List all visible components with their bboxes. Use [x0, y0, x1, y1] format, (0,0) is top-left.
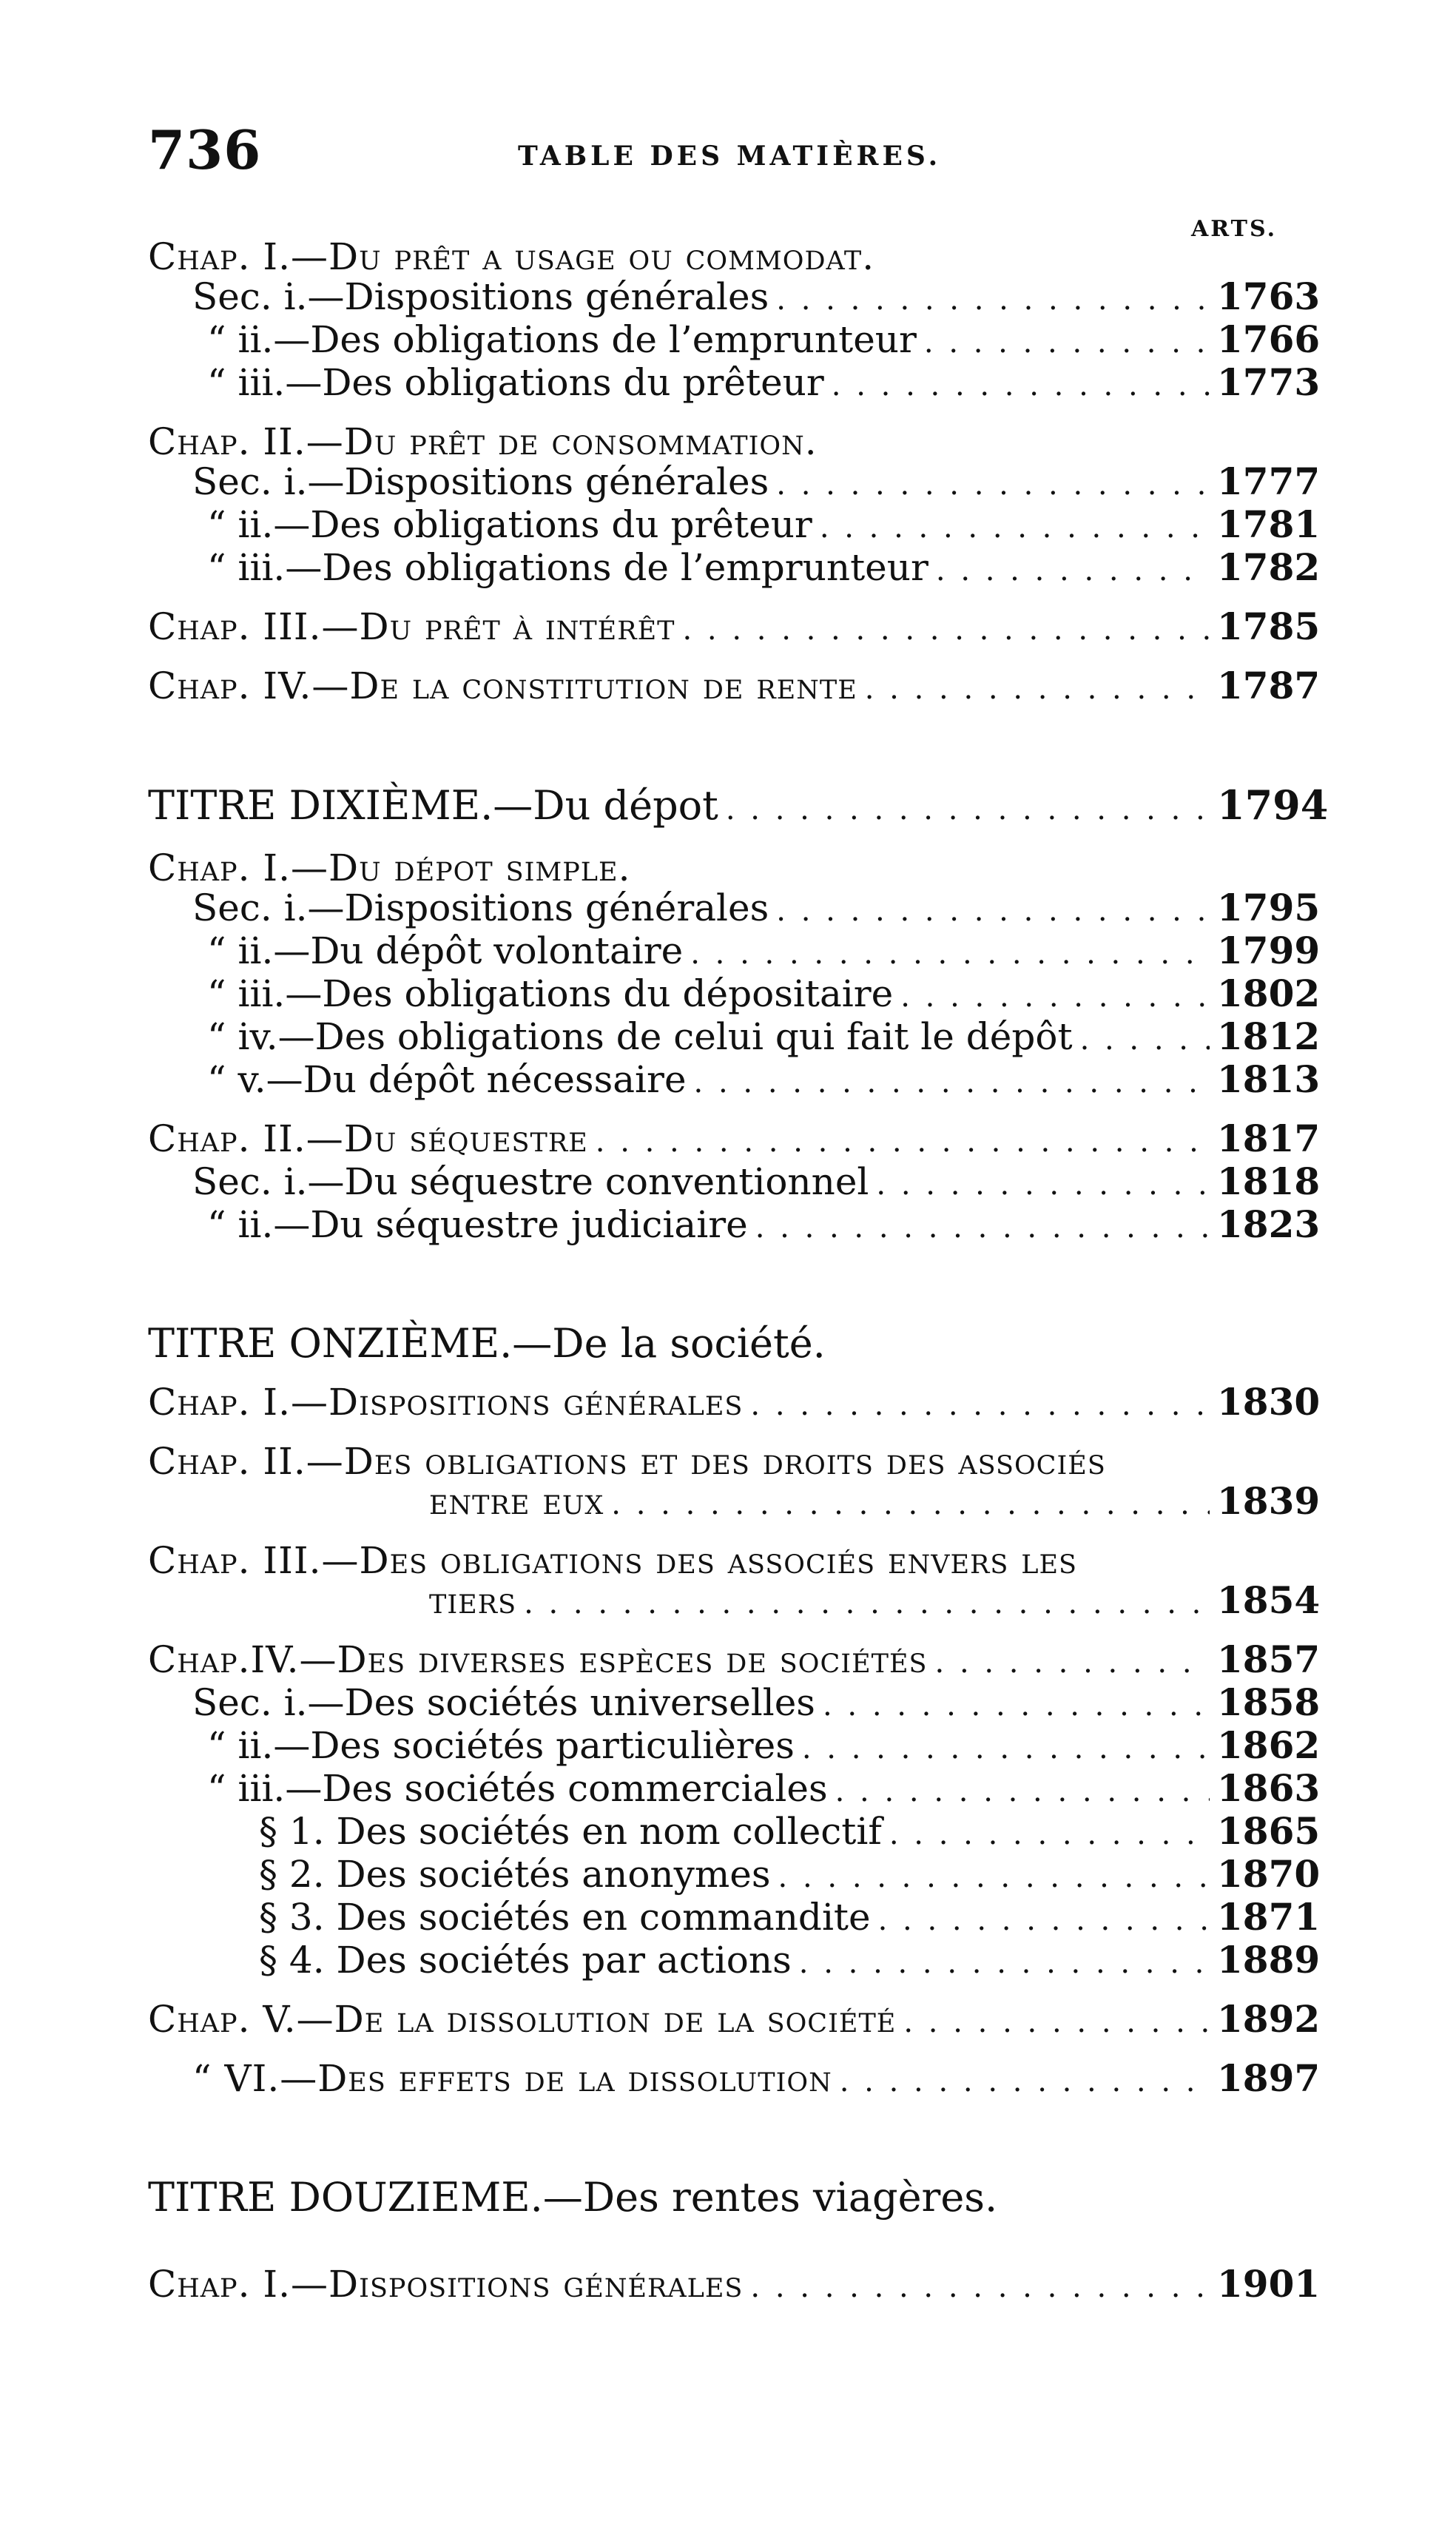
spacer — [148, 1103, 1298, 1119]
dot-leader — [694, 1063, 1210, 1103]
toc-entry-label: “ ii.—Du dépôt volontaire — [207, 929, 684, 972]
toc-entry-label: Sec. i.—Dispositions générales — [192, 275, 769, 318]
spacer — [148, 405, 1298, 422]
article-number: 1865 — [1217, 1809, 1321, 1853]
toc-entry-chapter — [148, 664, 1321, 709]
dot-leader — [750, 2267, 1210, 2307]
dot-leader — [755, 1208, 1210, 1248]
toc-entry-label: Chap. III.—Du prêt à intérêt — [148, 605, 675, 648]
toc-entry-chapter — [148, 848, 1298, 888]
article-number: 1782 — [1217, 545, 1321, 589]
toc-entry-titre — [148, 1322, 1298, 1366]
toc-entry-chapter — [148, 422, 1298, 462]
toc-entry-chapter — [148, 605, 1321, 650]
toc-entry-chapter — [148, 1117, 1321, 1162]
dot-leader — [802, 1729, 1210, 1768]
toc-entry-label: “ iii.—Des obligations du prêteur — [207, 361, 824, 404]
article-number: 1839 — [1217, 1479, 1321, 1523]
spacer — [148, 1524, 1298, 1541]
article-number: 1830 — [1217, 1380, 1321, 1424]
toc-entry-section — [148, 929, 1321, 974]
toc-entry-label: Chap. I.—Dispositions générales — [148, 2263, 744, 2306]
dot-leader — [690, 934, 1210, 974]
dot-leader — [776, 465, 1210, 505]
dot-leader — [524, 1583, 1210, 1623]
toc-entry-section — [148, 360, 1321, 405]
toc-entry-label: Chap. I.—Du dépot simple. — [148, 846, 631, 889]
toc-entry-label: “ v.—Du dépôt nécessaire — [207, 1058, 687, 1101]
article-number: 1901 — [1217, 2262, 1321, 2306]
toc-entry-chapter — [148, 2262, 1321, 2307]
toc-entry-section — [148, 460, 1321, 505]
article-number: 1763 — [1217, 275, 1321, 318]
article-number: 1817 — [1217, 1117, 1321, 1160]
toc-entry-label: § 3. Des sociétés en commandite — [259, 1896, 871, 1939]
article-number: 1889 — [1217, 1938, 1321, 1982]
article-number: 1795 — [1217, 886, 1321, 929]
dot-leader — [865, 669, 1210, 709]
toc-entry-paragraph — [148, 1895, 1321, 1940]
spacer — [148, 832, 1298, 848]
dot-leader — [820, 508, 1210, 548]
toc-entry-label: TITRE ONZIÈME.—De la société. — [148, 1320, 826, 1367]
dot-leader — [682, 610, 1210, 650]
article-number: 1858 — [1217, 1680, 1321, 1724]
toc-entry-chapter — [148, 1997, 1321, 2042]
spacer — [148, 2220, 1298, 2264]
toc-entry-continuation — [148, 1479, 1321, 1524]
toc-entry-titre — [148, 781, 1329, 832]
dot-leader — [900, 977, 1210, 1017]
spacer — [148, 2042, 1298, 2059]
article-number: 1794 — [1217, 781, 1329, 829]
toc-entry-section — [148, 317, 1321, 363]
toc-entry-label: Chap. I.—Dispositions générales — [148, 1381, 744, 1424]
toc-entry-section — [148, 1202, 1321, 1248]
toc-entry-continuation — [148, 1578, 1321, 1623]
spacer — [148, 1248, 1298, 1322]
toc-entry-paragraph — [148, 1938, 1321, 1983]
dot-leader — [924, 323, 1210, 363]
toc-entry-label: entre eux — [429, 1480, 604, 1523]
article-number: 1812 — [1217, 1014, 1321, 1058]
dot-leader — [876, 1165, 1210, 1205]
dot-leader — [936, 551, 1210, 590]
toc-entry-label: Sec. i.—Des sociétés universelles — [192, 1681, 815, 1724]
articles-column-label: ARTS. — [1191, 216, 1278, 242]
toc-entry-label: § 2. Des sociétés anonymes — [259, 1853, 771, 1896]
toc-entry-label: Sec. i.—Du séquestre conventionnel — [192, 1160, 869, 1203]
toc-entry-label: TITRE DOUZIEME.—Des rentes viagères. — [148, 2174, 998, 2221]
dot-leader — [835, 1771, 1210, 1811]
toc-entry-label: “ iii.—Des obligations de l’emprunteur — [207, 546, 928, 589]
dot-leader — [823, 1686, 1210, 1726]
toc-entry-chapter — [148, 237, 1298, 277]
toc-entry-paragraph — [148, 1852, 1321, 1897]
toc-entry-label: “ iii.—Des sociétés commerciales — [207, 1767, 828, 1810]
dot-leader — [750, 1385, 1210, 1425]
article-number: 1857 — [1217, 1637, 1321, 1681]
table-of-contents — [148, 235, 1329, 2307]
article-number: 1863 — [1217, 1766, 1321, 1810]
article-number: 1854 — [1217, 1578, 1321, 1622]
toc-entry-label: § 4. Des sociétés par actions — [259, 1939, 792, 1982]
article-number: 1773 — [1217, 360, 1321, 404]
toc-entry-label: “ iv.—Des obligations de celui qui fait le dépôt — [207, 1015, 1073, 1058]
toc-entry-chapter — [148, 1541, 1298, 1581]
dot-leader — [878, 1900, 1210, 1940]
toc-entry-label: Sec. i.—Dispositions générales — [192, 460, 769, 503]
article-number: 1802 — [1217, 972, 1321, 1015]
toc-entry-label: “ ii.—Des obligations de l’emprunteur — [207, 318, 917, 361]
toc-entry-section — [148, 275, 1321, 320]
toc-entry-section — [148, 1723, 1321, 1768]
toc-entry-label: Chap.IV.—Des diverses espèces de sociétés — [148, 1638, 928, 1681]
spacer — [148, 1366, 1298, 1382]
toc-entry-section — [148, 545, 1321, 590]
toc-entry-section — [148, 1014, 1321, 1060]
toc-entry-chapter — [148, 2056, 1321, 2101]
toc-entry-label: Chap. III.—Des obligations des associés envers les — [148, 1539, 1078, 1582]
toc-entry-section — [148, 1680, 1321, 1726]
article-number: 1781 — [1217, 502, 1321, 546]
toc-entry-label: Chap. II.—Du prêt de consommation. — [148, 420, 818, 463]
article-number: 1897 — [1217, 2056, 1321, 2100]
article-number: 1766 — [1217, 317, 1321, 361]
toc-entry-section — [148, 1057, 1321, 1103]
spacer — [148, 1425, 1298, 1441]
toc-entry-label: “ ii.—Des sociétés particulières — [207, 1724, 795, 1767]
toc-entry-label: Chap. V.—De la dissolution de la société — [148, 1998, 897, 2041]
toc-entry-chapter — [148, 1380, 1321, 1425]
spacer — [148, 650, 1298, 666]
article-number: 1870 — [1217, 1852, 1321, 1896]
dot-leader — [776, 280, 1210, 320]
article-number: 1777 — [1217, 460, 1321, 503]
dot-leader — [778, 1857, 1210, 1897]
dot-leader — [889, 1814, 1210, 1854]
toc-entry-chapter — [148, 1637, 1321, 1683]
page-header — [148, 118, 1302, 192]
toc-entry-label: Chap. I.—Du prêt a usage ou commodat. — [148, 235, 875, 278]
article-number: 1818 — [1217, 1159, 1321, 1203]
article-number: 1871 — [1217, 1895, 1321, 1939]
dot-leader — [596, 1122, 1210, 1162]
toc-entry-label: Chap. II.—Du séquestre — [148, 1117, 588, 1160]
dot-leader — [832, 366, 1210, 405]
dot-leader — [799, 1943, 1210, 1983]
article-number: 1823 — [1217, 1202, 1321, 1246]
toc-entry-label: TITRE DIXIÈME.—Du dépot — [148, 782, 718, 829]
article-number: 1892 — [1217, 1997, 1321, 2041]
article-number: 1799 — [1217, 929, 1321, 972]
toc-entry-chapter — [148, 1441, 1298, 1481]
spacer — [148, 2101, 1298, 2175]
toc-entry-paragraph — [148, 1809, 1321, 1854]
toc-entry-label: § 1. Des sociétés en nom collectif — [259, 1810, 882, 1853]
article-number: 1787 — [1217, 664, 1321, 707]
dot-leader — [726, 787, 1210, 832]
toc-entry-section — [148, 1159, 1321, 1205]
running-head: TABLE DES MATIÈRES. — [518, 141, 942, 172]
spacer — [148, 1623, 1298, 1640]
toc-entry-titre — [148, 2175, 1298, 2220]
toc-entry-section — [148, 502, 1321, 548]
dot-leader — [1080, 1020, 1210, 1060]
toc-entry-section — [148, 886, 1321, 931]
article-number: 1785 — [1217, 605, 1321, 648]
toc-entry-label: “ ii.—Des obligations du prêteur — [207, 503, 812, 546]
toc-entry-label: “ iii.—Des obligations du dépositaire — [207, 972, 894, 1015]
toc-entry-label: “ ii.—Du séquestre judiciaire — [207, 1203, 748, 1246]
toc-entry-section — [148, 1766, 1321, 1811]
dot-leader — [776, 891, 1210, 931]
toc-entry-label: Chap. IV.—De la constitution de rente — [148, 664, 857, 707]
dot-leader — [903, 2002, 1210, 2042]
dot-leader — [935, 1643, 1210, 1683]
toc-entry-section — [148, 972, 1321, 1017]
spacer — [148, 1983, 1298, 1999]
dot-leader — [840, 2061, 1210, 2101]
toc-entry-label: “ VI.—Des effets de la dissolution — [192, 2057, 832, 2100]
dot-leader — [611, 1484, 1210, 1524]
page-number: 736 — [148, 118, 262, 181]
article-number: 1862 — [1217, 1723, 1321, 1767]
spacer — [148, 709, 1298, 783]
toc-entry-label: Sec. i.—Dispositions générales — [192, 886, 769, 929]
toc-entry-label: tiers — [429, 1579, 517, 1622]
toc-entry-label: Chap. II.—Des obligations et des droits des associés — [148, 1440, 1106, 1483]
article-number: 1813 — [1217, 1057, 1321, 1101]
spacer — [148, 590, 1298, 607]
